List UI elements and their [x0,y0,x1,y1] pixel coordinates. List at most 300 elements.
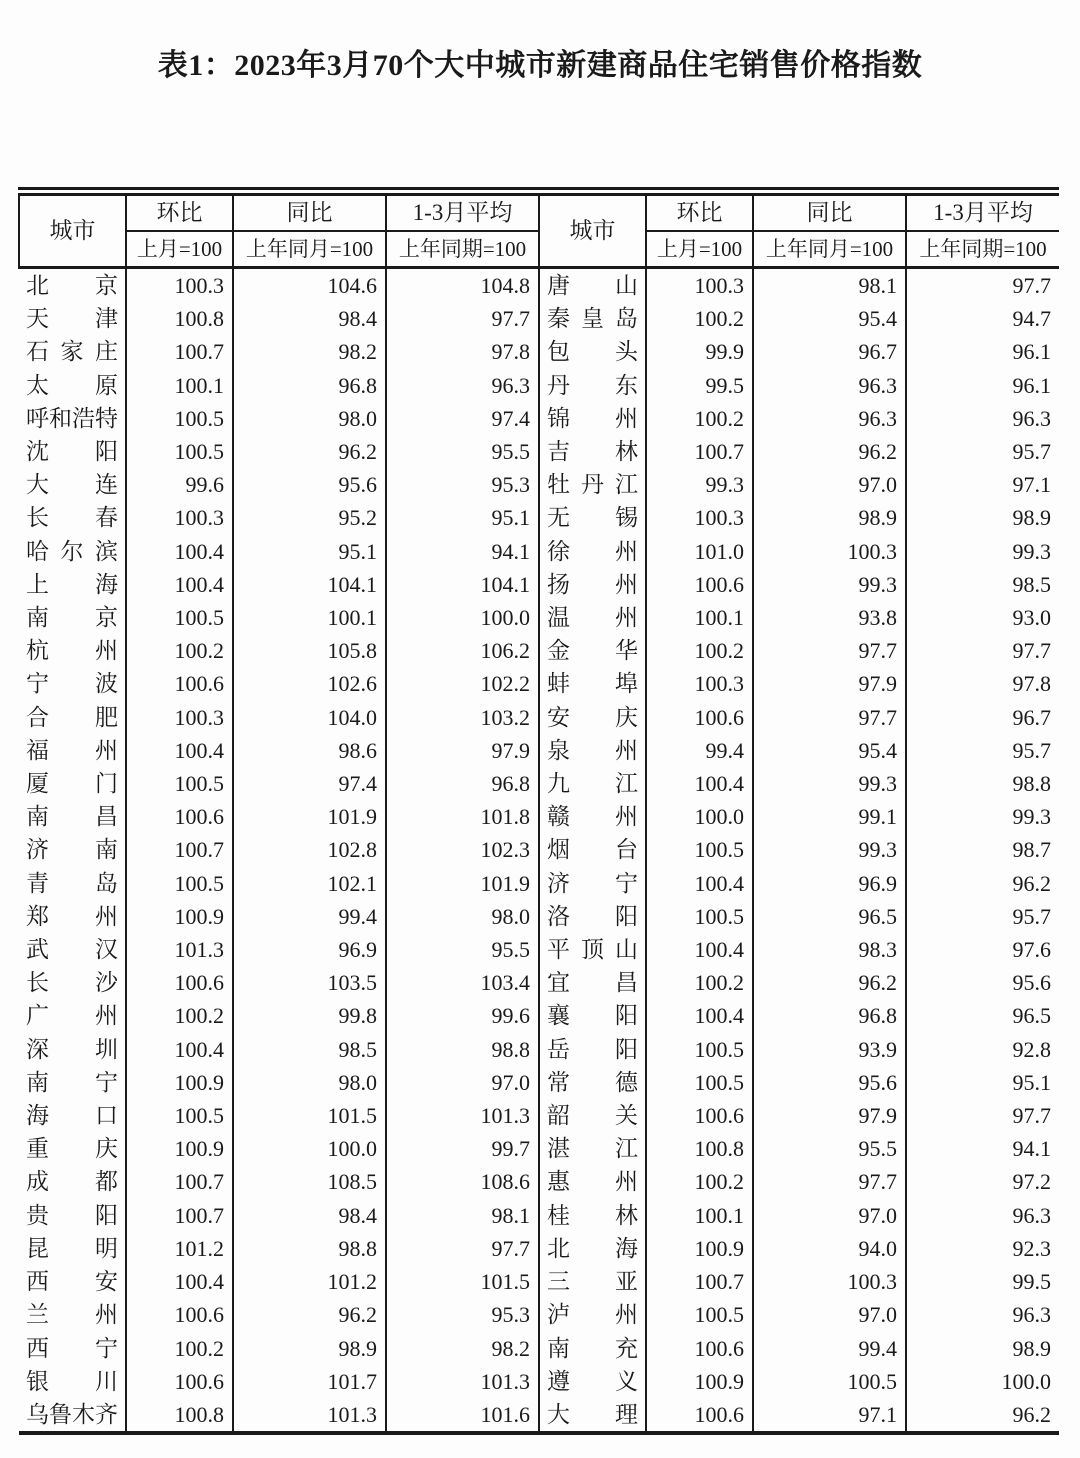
avg-value-cell: 101.3 [386,1365,539,1398]
city-cell: 厦门 [26,771,118,797]
mom-value-cell: 100.5 [646,1033,753,1066]
avg-value-cell: 96.3 [906,1298,1059,1331]
yoy-value-cell: 103.5 [233,966,386,999]
avg-value-cell: 103.2 [386,701,539,734]
city-cell: 哈尔滨 [26,538,118,564]
avg-value-cell: 99.6 [386,999,539,1032]
table-row [19,335,1059,368]
yoy-value-cell: 96.7 [753,335,906,368]
table-row [19,800,1059,833]
table-row [19,667,1059,700]
yoy-value-cell: 98.0 [233,402,386,435]
mom-value-cell: 100.6 [126,667,233,700]
table-row [19,302,1059,335]
yoy-value-cell: 102.6 [233,667,386,700]
city-cell: 宁波 [26,671,118,697]
city-cell: 三亚 [539,1265,646,1298]
yoy-value-cell: 98.3 [753,933,906,966]
mom-value-cell: 100.9 [126,1066,233,1099]
table-row [19,468,1059,501]
yoy-value-cell: 96.2 [753,435,906,468]
city-cell: 金华 [539,634,646,667]
table-row [19,1265,1059,1298]
city-cell: 天津 [26,306,118,332]
avg-value-cell: 98.2 [386,1332,539,1365]
mom-value-cell: 100.2 [646,634,753,667]
mom-value-cell: 100.4 [646,867,753,900]
yoy-group-header-left: 同比 [233,192,386,232]
table-row [19,999,1059,1032]
city-cell: 烟台 [539,833,646,866]
mom-value-cell: 100.6 [646,1398,753,1433]
city-cell: 杭州 [26,638,118,664]
table-row [19,1066,1059,1099]
city-cell: 大连 [26,472,118,498]
mom-value-cell: 100.6 [126,1365,233,1398]
mom-value-cell: 100.9 [126,900,233,933]
yoy-value-cell: 96.3 [753,369,906,402]
city-cell: 唐山 [539,268,646,303]
yoy-value-cell: 98.4 [233,1199,386,1232]
yoy-value-cell: 98.9 [233,1332,386,1365]
avg-value-cell: 97.7 [906,268,1059,303]
mom-value-cell: 99.9 [646,335,753,368]
city-cell: 扬州 [539,568,646,601]
avg-group-header-right: 1-3月平均 [906,192,1059,232]
avg-value-cell: 96.1 [906,335,1059,368]
city-cell: 长沙 [26,970,118,996]
yoy-value-cell: 108.5 [233,1165,386,1198]
yoy-value-cell: 96.8 [233,369,386,402]
city-cell: 秦皇岛 [539,302,646,335]
avg-value-cell: 92.8 [906,1033,1059,1066]
city-cell: 海口 [26,1103,118,1129]
mom-value-cell: 100.2 [126,1332,233,1365]
yoy-value-cell: 99.3 [753,833,906,866]
city-cell: 湛江 [539,1132,646,1165]
city-cell: 宜昌 [539,966,646,999]
city-cell: 蚌埠 [539,667,646,700]
avg-value-cell: 96.3 [906,1199,1059,1232]
avg-value-cell: 96.7 [906,701,1059,734]
avg-value-cell: 96.3 [386,369,539,402]
table-row [19,1398,1059,1433]
table-row [19,535,1059,568]
avg-value-cell: 99.5 [906,1265,1059,1298]
yoy-value-cell: 100.0 [233,1132,386,1165]
city-cell: 惠州 [539,1165,646,1198]
table-row [19,1298,1059,1331]
yoy-value-cell: 104.1 [233,568,386,601]
avg-value-cell: 95.1 [906,1066,1059,1099]
yoy-value-cell: 99.4 [753,1332,906,1365]
avg-value-cell: 94.7 [906,302,1059,335]
mom-value-cell: 100.4 [126,1265,233,1298]
table-row [19,1332,1059,1365]
mom-value-cell: 100.5 [646,833,753,866]
avg-value-cell: 101.3 [386,1099,539,1132]
avg-value-cell: 96.1 [906,369,1059,402]
yoy-value-cell: 101.3 [233,1398,386,1433]
table-row [19,634,1059,667]
mom-value-cell: 100.4 [126,734,233,767]
mom-value-cell: 100.5 [126,1099,233,1132]
yoy-value-cell: 96.2 [233,1298,386,1331]
mom-value-cell: 100.9 [646,1232,753,1265]
mom-group-header-left: 环比 [126,192,233,232]
city-cell: 太原 [26,372,118,398]
city-cell: 洛阳 [539,900,646,933]
city-cell: 武汉 [26,937,118,963]
avg-value-cell: 103.4 [386,966,539,999]
avg-value-cell: 94.1 [906,1132,1059,1165]
mom-value-cell: 100.8 [646,1132,753,1165]
table-row [19,1232,1059,1265]
avg-value-cell: 96.8 [386,767,539,800]
avg-value-cell: 97.7 [906,634,1059,667]
yoy-value-cell: 96.5 [753,900,906,933]
mom-value-cell: 100.5 [126,435,233,468]
yoy-value-cell: 105.8 [233,634,386,667]
yoy-value-cell: 100.3 [753,535,906,568]
avg-value-cell: 95.3 [386,1298,539,1331]
yoy-value-cell: 93.8 [753,601,906,634]
avg-value-cell: 97.9 [386,734,539,767]
avg-value-cell: 98.5 [906,568,1059,601]
yoy-value-cell: 95.2 [233,501,386,534]
yoy-value-cell: 101.9 [233,800,386,833]
mom-value-cell: 100.4 [126,568,233,601]
city-cell: 无锡 [539,501,646,534]
mom-value-cell: 100.6 [126,1298,233,1331]
city-header-right: 城市 [539,192,646,268]
avg-value-cell: 100.0 [906,1365,1059,1398]
mom-value-cell: 101.3 [126,933,233,966]
table-row [19,1365,1059,1398]
avg-value-cell: 96.3 [906,402,1059,435]
avg-value-cell: 101.5 [386,1265,539,1298]
city-cell: 长春 [26,505,118,531]
yoy-value-cell: 98.4 [233,302,386,335]
avg-value-cell: 97.0 [386,1066,539,1099]
yoy-value-cell: 101.7 [233,1365,386,1398]
table-row [19,601,1059,634]
avg-value-cell: 97.7 [906,1099,1059,1132]
mom-value-cell: 100.2 [126,634,233,667]
table-row [19,867,1059,900]
yoy-value-cell: 97.9 [753,1099,906,1132]
mom-value-cell: 100.3 [126,268,233,303]
city-cell: 北海 [539,1232,646,1265]
mom-value-cell: 100.5 [126,767,233,800]
mom-value-cell: 100.6 [126,800,233,833]
city-cell: 西宁 [26,1335,118,1361]
table-row [19,1199,1059,1232]
avg-value-cell: 104.8 [386,268,539,303]
avg-value-cell: 97.2 [906,1165,1059,1198]
avg-value-cell: 95.6 [906,966,1059,999]
avg-value-cell: 101.6 [386,1398,539,1433]
city-cell: 桂林 [539,1199,646,1232]
table-row [19,1033,1059,1066]
avg-value-cell: 98.9 [906,501,1059,534]
table-row [19,701,1059,734]
table-row [19,734,1059,767]
mom-value-cell: 100.7 [646,435,753,468]
mom-value-cell: 99.5 [646,369,753,402]
yoy-base-header-left: 上年同月=100 [233,231,386,268]
avg-value-cell: 108.6 [386,1165,539,1198]
city-cell: 福州 [26,737,118,763]
mom-value-cell: 100.3 [646,667,753,700]
city-cell: 南宁 [26,1069,118,1095]
mom-value-cell: 100.3 [126,701,233,734]
avg-value-cell: 102.3 [386,833,539,866]
avg-group-header-left: 1-3月平均 [386,192,539,232]
mom-base-header-right: 上月=100 [646,231,753,268]
mom-group-header-right: 环比 [646,192,753,232]
avg-value-cell: 95.7 [906,900,1059,933]
mom-value-cell: 100.6 [126,966,233,999]
yoy-value-cell: 95.5 [753,1132,906,1165]
yoy-value-cell: 97.0 [753,1298,906,1331]
mom-value-cell: 100.3 [646,501,753,534]
mom-value-cell: 100.0 [646,800,753,833]
mom-value-cell: 100.4 [646,933,753,966]
yoy-value-cell: 94.0 [753,1232,906,1265]
header-row-groups [19,192,1059,232]
mom-value-cell: 100.7 [126,335,233,368]
table-row [19,1099,1059,1132]
city-cell: 赣州 [539,800,646,833]
city-cell: 成都 [26,1169,118,1195]
yoy-value-cell: 93.9 [753,1033,906,1066]
avg-value-cell: 97.8 [906,667,1059,700]
table-row [19,369,1059,402]
avg-value-cell: 106.2 [386,634,539,667]
yoy-value-cell: 102.8 [233,833,386,866]
city-cell: 西安 [26,1269,118,1295]
mom-value-cell: 100.4 [646,999,753,1032]
avg-value-cell: 100.0 [386,601,539,634]
avg-value-cell: 97.4 [386,402,539,435]
mom-value-cell: 100.7 [646,1265,753,1298]
mom-base-header-left: 上月=100 [126,231,233,268]
yoy-value-cell: 98.2 [233,335,386,368]
city-cell: 锦州 [539,402,646,435]
yoy-value-cell: 98.1 [753,268,906,303]
yoy-value-cell: 95.4 [753,734,906,767]
city-cell: 昆明 [26,1235,118,1261]
yoy-value-cell: 101.2 [233,1265,386,1298]
city-cell: 合肥 [26,704,118,730]
mom-value-cell: 100.4 [126,535,233,568]
yoy-value-cell: 98.9 [753,501,906,534]
mom-value-cell: 99.6 [126,468,233,501]
yoy-value-cell: 95.6 [233,468,386,501]
yoy-value-cell: 99.8 [233,999,386,1032]
mom-value-cell: 100.4 [646,767,753,800]
mom-value-cell: 100.6 [646,701,753,734]
avg-value-cell: 95.1 [386,501,539,534]
page-title: 表1：2023年3月70个大中城市新建商品住宅销售价格指数 [157,49,923,82]
city-cell: 南昌 [26,804,118,830]
mom-value-cell: 100.5 [126,402,233,435]
table-row [19,568,1059,601]
avg-value-cell: 99.7 [386,1132,539,1165]
mom-value-cell: 101.0 [646,535,753,568]
city-cell: 兰州 [26,1302,118,1328]
mom-value-cell: 101.2 [126,1232,233,1265]
city-cell: 北京 [26,273,118,298]
yoy-value-cell: 100.3 [753,1265,906,1298]
city-cell: 九江 [539,767,646,800]
avg-value-cell: 98.9 [906,1332,1059,1365]
table-row [19,501,1059,534]
city-cell: 南京 [26,605,118,631]
mom-value-cell: 100.3 [646,268,753,303]
yoy-value-cell: 96.9 [233,933,386,966]
city-cell: 丹东 [539,369,646,402]
yoy-value-cell: 97.4 [233,767,386,800]
table-header [19,192,1059,268]
avg-value-cell: 93.0 [906,601,1059,634]
avg-value-cell: 97.8 [386,335,539,368]
mom-value-cell: 100.2 [646,1165,753,1198]
mom-value-cell: 100.5 [126,867,233,900]
mom-value-cell: 100.9 [646,1365,753,1398]
city-cell: 吉林 [539,435,646,468]
city-cell: 乌鲁木齐 [26,1401,118,1427]
table-row [19,966,1059,999]
city-cell: 遵义 [539,1365,646,1398]
mom-value-cell: 100.2 [126,999,233,1032]
city-cell: 济南 [26,837,118,863]
yoy-value-cell: 95.4 [753,302,906,335]
table-row [19,767,1059,800]
city-cell: 南充 [539,1332,646,1365]
yoy-value-cell: 100.5 [753,1365,906,1398]
price-index-table [18,187,1059,1435]
mom-value-cell: 100.3 [126,501,233,534]
mom-value-cell: 100.7 [126,1199,233,1232]
avg-value-cell: 96.2 [906,867,1059,900]
mom-value-cell: 100.1 [126,369,233,402]
avg-value-cell: 95.5 [386,933,539,966]
mom-value-cell: 100.7 [126,1165,233,1198]
yoy-value-cell: 98.5 [233,1033,386,1066]
avg-value-cell: 99.3 [906,535,1059,568]
avg-value-cell: 98.8 [386,1033,539,1066]
mom-value-cell: 100.2 [646,402,753,435]
city-cell: 温州 [539,601,646,634]
city-cell: 大理 [539,1398,646,1433]
avg-value-cell: 98.1 [386,1199,539,1232]
yoy-value-cell: 95.1 [233,535,386,568]
yoy-value-cell: 101.5 [233,1099,386,1132]
table-row [19,833,1059,866]
mom-value-cell: 100.8 [126,302,233,335]
avg-value-cell: 92.3 [906,1232,1059,1265]
city-cell: 泸州 [539,1298,646,1331]
yoy-value-cell: 100.1 [233,601,386,634]
mom-value-cell: 100.5 [126,601,233,634]
yoy-value-cell: 98.0 [233,1066,386,1099]
table-row [19,900,1059,933]
yoy-base-header-right: 上年同月=100 [753,231,906,268]
avg-value-cell: 95.3 [386,468,539,501]
city-header-left: 城市 [19,192,126,268]
mom-value-cell: 100.6 [646,1099,753,1132]
yoy-value-cell: 95.6 [753,1066,906,1099]
mom-value-cell: 99.3 [646,468,753,501]
avg-value-cell: 97.7 [386,302,539,335]
yoy-value-cell: 104.0 [233,701,386,734]
mom-value-cell: 100.1 [646,601,753,634]
avg-value-cell: 101.9 [386,867,539,900]
avg-value-cell: 95.7 [906,435,1059,468]
yoy-value-cell: 97.1 [753,1398,906,1433]
avg-value-cell: 97.6 [906,933,1059,966]
city-cell: 徐州 [539,535,646,568]
city-cell: 石家庄 [26,339,118,365]
city-cell: 济宁 [539,867,646,900]
table-row [19,933,1059,966]
city-cell: 泉州 [539,734,646,767]
mom-value-cell: 99.4 [646,734,753,767]
city-cell: 包头 [539,335,646,368]
avg-value-cell: 96.5 [906,999,1059,1032]
avg-value-cell: 102.2 [386,667,539,700]
yoy-value-cell: 104.6 [233,268,386,303]
mom-value-cell: 100.6 [646,1332,753,1365]
mom-value-cell: 100.5 [646,900,753,933]
yoy-value-cell: 99.1 [753,800,906,833]
mom-value-cell: 100.1 [646,1199,753,1232]
mom-value-cell: 100.7 [126,833,233,866]
city-cell: 安庆 [539,701,646,734]
yoy-value-cell: 99.4 [233,900,386,933]
mom-value-cell: 100.2 [646,302,753,335]
city-cell: 常德 [539,1066,646,1099]
city-cell: 襄阳 [539,999,646,1032]
yoy-value-cell: 97.7 [753,634,906,667]
mom-value-cell: 100.4 [126,1033,233,1066]
city-cell: 重庆 [26,1136,118,1162]
mom-value-cell: 100.8 [126,1398,233,1433]
mom-value-cell: 100.9 [126,1132,233,1165]
city-cell: 沈阳 [26,439,118,465]
table-row [19,268,1059,303]
city-cell: 上海 [26,571,118,597]
avg-base-header-left: 上年同期=100 [386,231,539,268]
table-row [19,402,1059,435]
avg-value-cell: 94.1 [386,535,539,568]
city-cell: 广州 [26,1003,118,1029]
city-cell: 郑州 [26,903,118,929]
mom-value-cell: 100.6 [646,568,753,601]
city-cell: 韶关 [539,1099,646,1132]
avg-value-cell: 95.7 [906,734,1059,767]
table-row [19,1165,1059,1198]
avg-value-cell: 98.7 [906,833,1059,866]
table-row [19,435,1059,468]
city-cell: 牡丹江 [539,468,646,501]
yoy-value-cell: 102.1 [233,867,386,900]
yoy-value-cell: 96.3 [753,402,906,435]
avg-value-cell: 98.0 [386,900,539,933]
table-body [19,268,1059,1434]
